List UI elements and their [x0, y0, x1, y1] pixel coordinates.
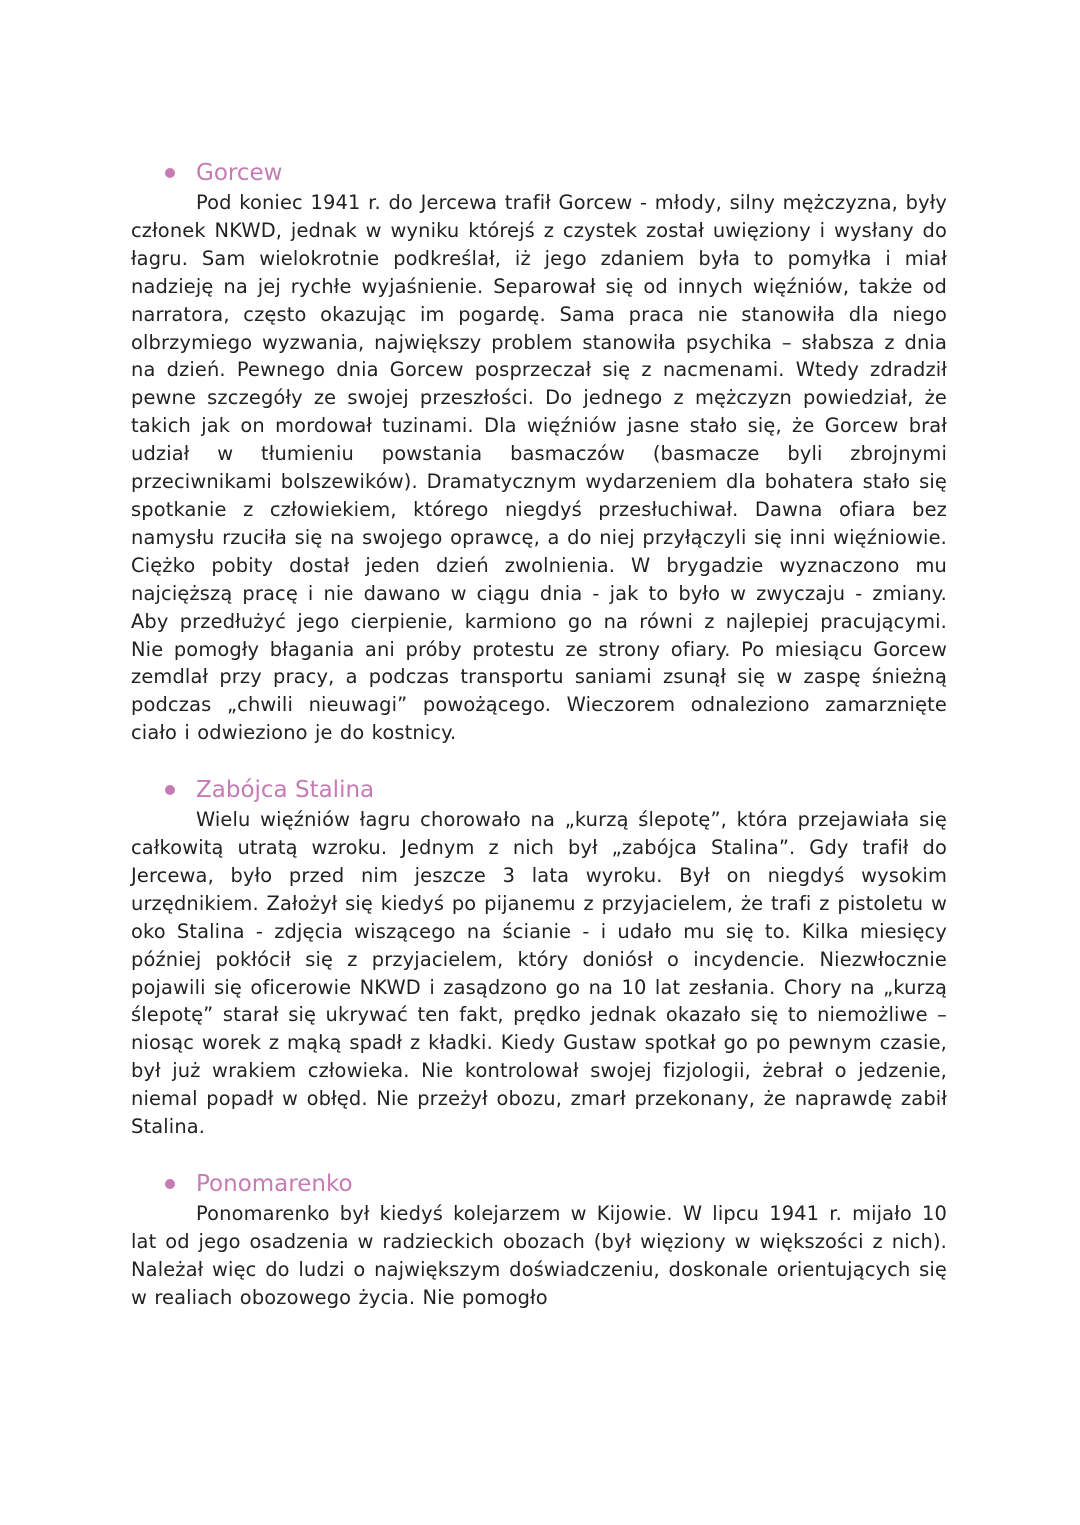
- section-paragraph: Pod koniec 1941 r. do Jercewa trafił Gorcew - młody, silny mężczyzna, były członek NKWD, jednak w wyniku którejś z czystek został uwięziony i wysłany do łagru. Sam wielokrotnie podkreślał, iż jego zdaniem była to pomyłka i miał nadzieję na jej rychłe wyjaśnienie. Separował się od innych więźniów, także od narratora, często okazując im pogardę. Sama praca nie stanowiła dla niego olbrzymiego wyzwania, największy problem stanowiła psychika – słabsza z dnia na dzień. Pewnego dnia Gorcew posprzeczał się z nacmenami. Wtedy zdradził pewne szczegóły ze swojej przeszłości. Do jednego z mężczyzn powiedział, że takich jak on mordował tuzinami. Dla więźniów jasne stało się, że Gorcew brał udział w tłumieniu powstania basmaczów (basmacze byli zbrojnymi przeciwnikami bolszewików). Dramatycznym wydarzeniem dla bohatera stało się spotkanie z człowiekiem, którego niegdyś przesłuchiwał. Dawna ofiara bez namysłu rzuciła się na swojego oprawcę, a do niej przyłączyli się inni więźniowie. Ciężko pobity dostał jeden dzień zwolnienia. W brygadzie wyznaczono mu najcięższą pracę i nie dawano w ciągu dnia - jak to było w zwyczaju - zmiany. Aby przedłużyć jego cierpienie, karmiono go na równi z najlepiej pracującymi. Nie pomogły błagania ani próby protestu ze strony ofiary. Po miesiącu Gorcew zemdlał przy pracy, a podczas transportu saniami zsunął się w zaspę śnieżną podczas „chwili nieuwagi” powożącego. Wieczorem odnaleziono zamarznięte ciało i odwieziono je do kostnicy.: [131, 191, 947, 745]
- bullet-icon: [165, 1179, 175, 1189]
- bullet-icon: [165, 168, 175, 178]
- section-ponomarenko: [131, 1168, 947, 1312]
- section-title: Gorcew: [196, 160, 283, 186]
- section-gorcew: [131, 157, 947, 747]
- section-heading: [165, 1168, 947, 1200]
- section-title: Zabójca Stalina: [196, 777, 375, 804]
- document-page: [131, 157, 947, 1339]
- section-paragraph: Wielu więźniów łagru chorowało na „kurzą ślepotę”, która przejawiała się całkowitą utratą wzroku. Jednym z nich był „zabójca Stalina”. Gdy trafił do Jercewa, było przed nim jeszcze 3 lata wyroku. Był on niegdyś wysokim urzędnikiem. Założył się kiedyś po pijanemu z przyjacielem, że trafi z pistoletu w oko Stalina - zdjęcia wiszącego na ścianie - i udało mu się to. Kilka miesięcy później pokłócił się z przyjacielem, który doniósł o incydencie. Niezwłocznie pojawili się oficerowie NKWD i zasądzono go na 10 lat zesłania. Chory na „kurzą ślepotę” starał się ukrywać ten fakt, prędko jednak okazało się to niemożliwe – niosąc worek z mąką spadł z kładki. Kiedy Gustaw spotkał go po pewnym czasie, był już wrakiem człowieka. Nie kontrolował swojej fizjologii, żebrał o jedzenie, niemal popadł w obłęd. Nie przeżył obozu, zmarł przekonany, że naprawdę zabił Stalina.: [131, 808, 947, 1139]
- section-heading: [165, 774, 947, 806]
- section-zabojca-stalina: [131, 774, 947, 1141]
- section-title: Ponomarenko: [196, 1171, 353, 1197]
- section-heading: [165, 157, 947, 189]
- bullet-icon: [165, 785, 175, 795]
- section-paragraph: Ponomarenko był kiedyś kolejarzem w Kijowie. W lipcu 1941 r. mijało 10 lat od jego osadzenia w radzieckich obozach (był więziony w większości z nich). Należał więc do ludzi o największym doświadczeniu, doskonale orientujących się w realiach obozowego życia. Nie pomogło: [131, 1202, 947, 1309]
